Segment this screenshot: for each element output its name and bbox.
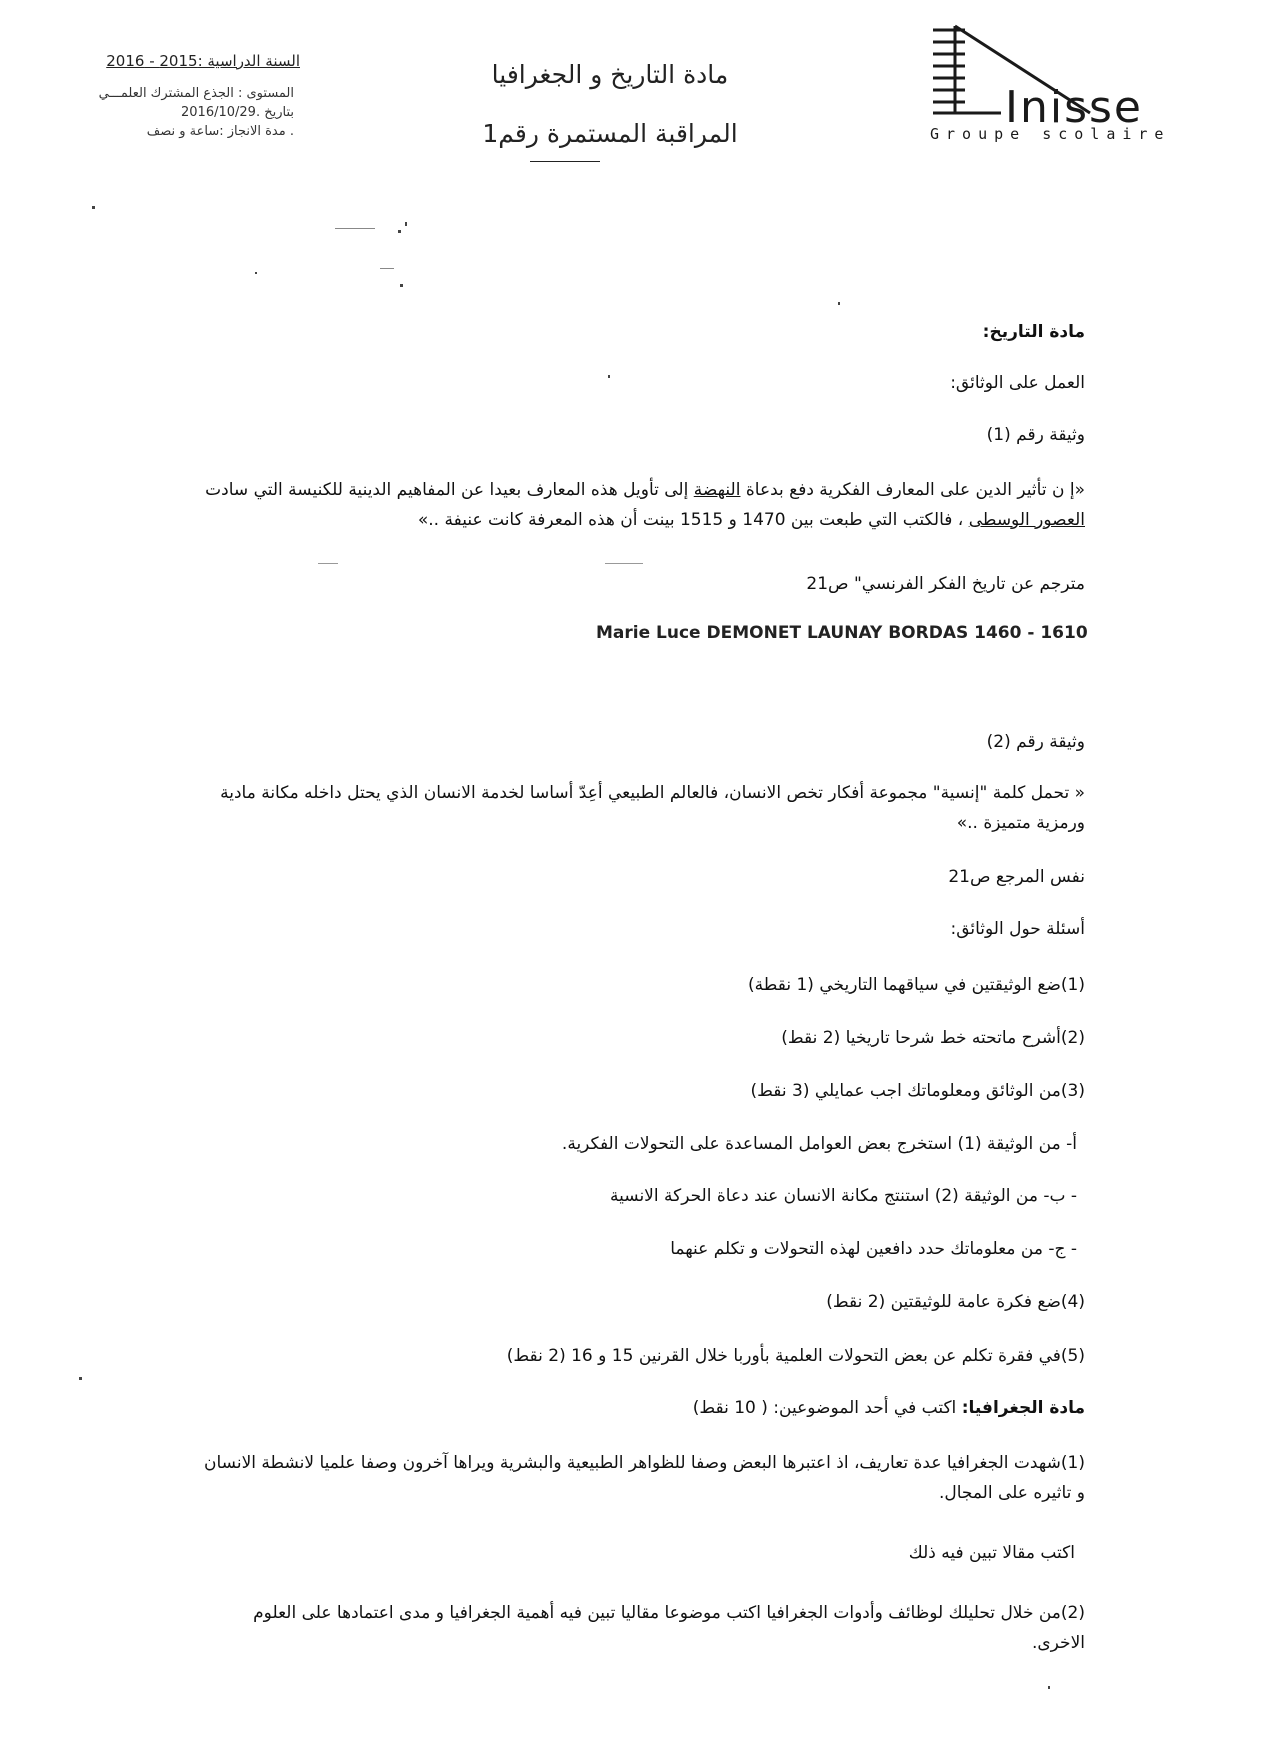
- header-info: [40, 52, 300, 141]
- work-on-documents: العمل على الوثائق:: [950, 373, 1085, 393]
- scan-speck: [318, 563, 338, 564]
- test-title: المراقبة المستمرة رقم1: [420, 119, 800, 148]
- question-2: (2)أشرح ماتحته خط شرحا تاريخيا (2 نقط): [781, 1028, 1085, 1048]
- doc2-text-line2: ورمزية متميزة ..»: [956, 813, 1085, 833]
- geography-label: مادة الجغرافيا:: [961, 1398, 1085, 1418]
- underlined-term-renaissance: النهضة: [693, 480, 741, 500]
- logo-subtitle: Groupe scolaire: [930, 125, 1171, 143]
- question-3a: أ- من الوثيقة (1) استخرج بعض العوامل المساعدة على التحولات الفكرية.: [561, 1134, 1077, 1154]
- question-5: (5)في فقرة تكلم عن بعض التحولات العلمية بأوربا خلال القرنين 15 و 16 (2 نقط): [506, 1346, 1085, 1366]
- question-4: (4)ضع فكرة عامة للوثيقتين (2 نقط): [826, 1292, 1085, 1312]
- doc1-source: مترجم عن تاريخ الفكر الفرنسي" ص21: [806, 574, 1085, 594]
- scan-speck: [380, 268, 394, 269]
- doc2-text: [85, 778, 1085, 838]
- title-underline: [530, 161, 600, 162]
- scan-speck: [405, 222, 407, 226]
- topic1-task: اكتب مقالا تبين فيه ذلك: [908, 1543, 1075, 1563]
- scan-speck: [605, 563, 643, 564]
- topic2-line1: (2)من خلال تحليلك لوظائف وأدوات الجغرافيا اكتب موضوعا مقاليا تبين فيه أهمية الجغرافيا و مدى اعتمادها على العلوم: [253, 1603, 1085, 1623]
- geography-instruction: اكتب في أحد الموضوعين: ( 10 نقط): [692, 1398, 962, 1418]
- underlined-term-middle-ages: العصور الوسطى: [968, 510, 1085, 530]
- subject-title: مادة التاريخ و الجغرافيا: [491, 60, 729, 89]
- topic1-line2: و تاثيره على المجال.: [938, 1483, 1085, 1503]
- level-line: المستوى : الجذع المشترك العلمـــي: [98, 86, 294, 101]
- header-titles: [420, 60, 800, 148]
- duration-line: . مدة الانجاز :ساعة و نصف: [146, 124, 294, 139]
- doc1-text: [85, 475, 1085, 535]
- scan-speck: [400, 284, 403, 287]
- scan-speck: [79, 1377, 82, 1380]
- scan-speck: [255, 272, 257, 274]
- question-3: (3)من الوثائق ومعلوماتك اجب عمايلي (3 نقط): [750, 1081, 1085, 1101]
- geography-topic-2: [55, 1598, 1085, 1658]
- doc1-text-line2: العصور الوسطى ، فالكتب التي طبعت بين 1470 و 1515 بينت أن هذه المعرفة كانت عنيفة ..»: [417, 510, 1085, 530]
- doc1-text-line1: «إ ن تأثير الدين على المعارف الفكرية دفع بدعاة النهضة إلى تأويل هذه المعارف بعيدا عن المفاهيم الدينية للكنيسة التي سادت: [205, 480, 1085, 500]
- scan-speck: [838, 302, 840, 305]
- doc2-label: وثيقة رقم (2): [986, 732, 1085, 752]
- history-heading: مادة التاريخ:: [982, 322, 1085, 342]
- scan-speck: [1048, 1686, 1050, 1689]
- scan-speck: [608, 375, 610, 378]
- doc2-source: نفس المرجع ص21: [948, 867, 1085, 887]
- scan-speck: [92, 206, 95, 209]
- date-line: بتاريخ .2016/10/29: [181, 105, 294, 120]
- logo-text: Inisse: [1005, 82, 1144, 133]
- topic2-line2: الاخرى.: [1031, 1633, 1085, 1653]
- topic1-line1: (1)شهدت الجغرافيا عدة تعاريف، اذ اعتبرها البعض وصفا للظواهر الطبيعية والبشرية ويراها آخرون وصفا علميا لانشطة الانسان: [204, 1453, 1085, 1473]
- question-1: (1)ضع الوثيقتين في سياقهما التاريخي (1 نقطة): [748, 975, 1085, 995]
- doc1-source-latin: Marie Luce DEMONET LAUNAY BORDAS 1460 - 1610: [596, 623, 1088, 643]
- geography-heading: [693, 1393, 1085, 1423]
- school-year: السنة الدراسية :2015 - 2016: [106, 52, 300, 70]
- question-3b: - ب- من الوثيقة (2) استنتج مكانة الانسان عند دعاة الحركة الانسية: [610, 1186, 1077, 1206]
- geography-topic-1: [25, 1448, 1085, 1508]
- scan-speck: [398, 230, 401, 233]
- doc1-label: وثيقة رقم (1): [986, 425, 1085, 445]
- doc2-text-line1: « تحمل كلمة "إنسية" مجموعة أفكار تخص الانسان، فالعالم الطبيعي أعِدّ أساسا لخدمة الانسان الذي يحتل داخله مكانة مادية: [220, 783, 1085, 803]
- scan-speck: [335, 228, 375, 229]
- question-3c: - ج- من معلوماتك حدد دافعين لهذه التحولات و تكلم عنهما: [670, 1239, 1077, 1259]
- questions-heading: أسئلة حول الوثائق:: [950, 919, 1085, 939]
